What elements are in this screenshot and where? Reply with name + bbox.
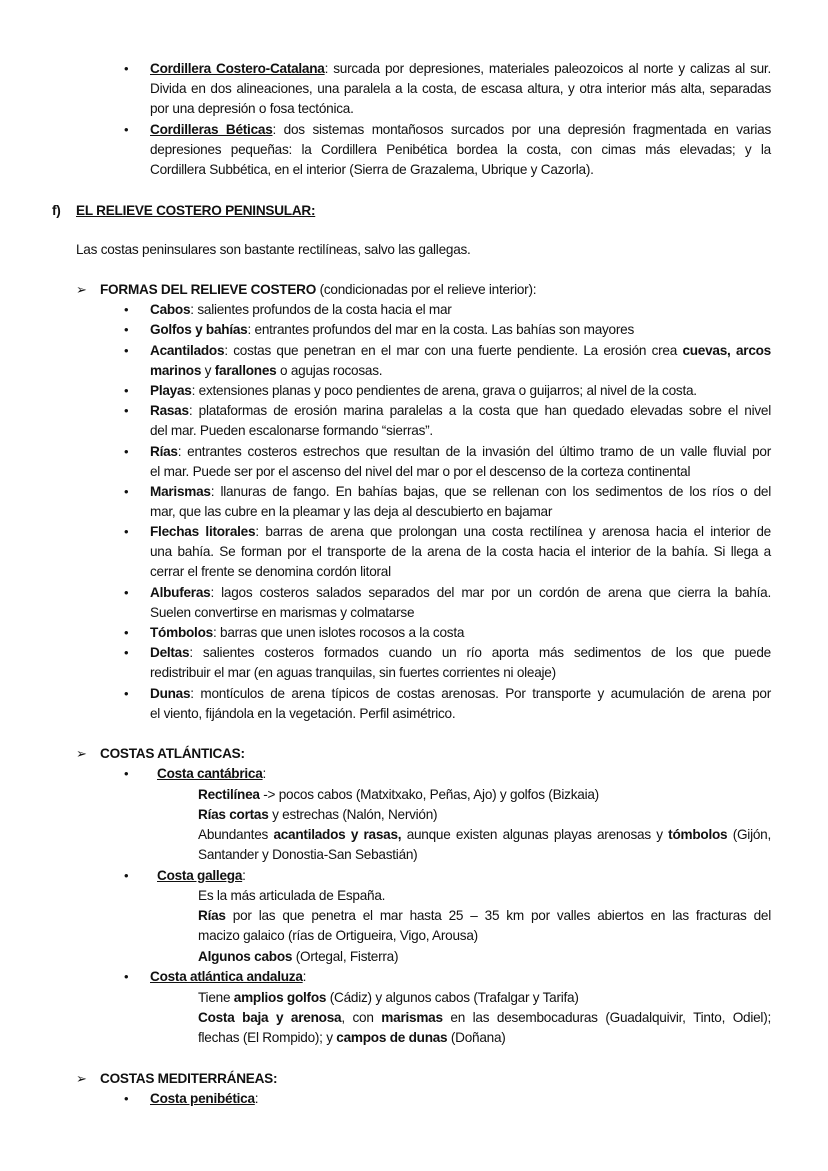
bullet-icon: • <box>124 122 129 137</box>
text-line: macizo galaico (rías de Ortigueira, Vigo, Arousa) <box>198 928 478 943</box>
bullet-icon: • <box>124 61 129 76</box>
arrow-bullet-icon: ➢ <box>76 746 87 761</box>
text: : costas que penetran en el mar con una fuerte pendiente. La erosión crea <box>224 343 683 358</box>
bullet-icon: • <box>124 484 129 499</box>
list-item <box>150 381 697 401</box>
term: Rías <box>150 444 178 459</box>
text: : extensiones planas y poco pendientes de arena, grava o guijarros; al nivel de la costa. <box>191 383 697 398</box>
text-line: el mar. Puede ser por el ascenso del nivel del mar o por el descenso de la corteza continental <box>150 464 691 479</box>
text-line <box>198 906 771 926</box>
colon: : <box>242 868 246 883</box>
text: o agujas rocosas. <box>276 363 383 378</box>
list-item <box>150 482 771 502</box>
term: Dunas <box>150 686 191 701</box>
bullet-icon: • <box>124 625 129 640</box>
text: : surcada por depresiones, materiales paleozoicos al norte y calizas al sur. <box>324 61 771 76</box>
bullet-icon: • <box>124 383 129 398</box>
term: Marismas <box>150 484 211 499</box>
text: y <box>201 363 215 378</box>
text-line <box>150 361 382 381</box>
text: (Ortegal, Fisterra) <box>292 949 399 964</box>
bullet-icon: • <box>124 444 129 459</box>
term: Deltas <box>150 645 190 660</box>
text: : barras que unen islotes rocosos a la costa <box>212 625 465 640</box>
formas-heading <box>100 280 536 300</box>
text: : barras de arena que prolongan una costa rectilínea y arenosa hacia el interior de <box>255 524 771 539</box>
term: Acantilados <box>150 343 225 358</box>
bold-text: acantilados y rasas, <box>273 827 402 842</box>
top-bullet-line <box>150 120 771 140</box>
text-line: cerrar el frente se denomina cordón litoral <box>150 564 391 579</box>
section-intro: Las costas peninsulares son bastante rectilíneas, salvo las gallegas. <box>76 242 471 257</box>
list-item <box>150 623 464 643</box>
text: , con <box>341 1010 382 1025</box>
text: : salientes profundos de la costa hacia el mar <box>190 302 452 317</box>
bold-text: campos de dunas <box>336 1030 448 1045</box>
text: : plataformas de erosión marina paralelas a la costa que han quedado elevadas sobre el nivel <box>188 403 771 418</box>
text: (Gijón, <box>727 827 771 842</box>
list-item <box>150 583 771 603</box>
text-line: Santander y Donostia-San Sebastián) <box>198 847 418 862</box>
subsection-title <box>157 764 266 784</box>
bold-text: farallones <box>214 363 277 378</box>
text-line: Divida en dos alineaciones, una paralela a la costa, de escasa altura, y otra interior más alta, separadas <box>150 81 771 96</box>
text-line <box>198 805 437 825</box>
text-line <box>198 1008 771 1028</box>
bold-text: marinos <box>150 363 202 378</box>
text-line <box>198 825 771 845</box>
text: (Doñana) <box>447 1030 506 1045</box>
list-item <box>150 522 771 542</box>
costa-cantabrica-title: Costa cantábrica <box>157 766 263 781</box>
text: y estrechas (Nalón, Nervión) <box>268 807 438 822</box>
bullet-icon: • <box>124 343 129 358</box>
bullet-icon: • <box>124 645 129 660</box>
costa-atlantica-andaluza-title: Costa atlántica andaluza <box>150 969 303 984</box>
bullet-icon: • <box>124 524 129 539</box>
text-line: del mar. Pueden escalonarse formando “sierras”. <box>150 423 433 438</box>
mediterraneas-heading: COSTAS MEDITERRÁNEAS: <box>100 1071 278 1086</box>
bold-text: Costa baja y arenosa <box>198 1010 342 1025</box>
costa-penibetica-title: Costa penibética <box>150 1091 255 1106</box>
section-marker: f) <box>52 203 61 218</box>
text: aunque existen algunas playas arenosas y <box>401 827 669 842</box>
text-line: por una depresión o fosa tectónica. <box>150 101 354 116</box>
bullet-icon: • <box>124 403 129 418</box>
text: -> pocos cabos (Matxitxako, Peñas, Ajo) y golfos (Bizkaia) <box>259 787 599 802</box>
bold-text: Algunos cabos <box>198 949 293 964</box>
top-bullet-line <box>150 59 771 79</box>
text-line <box>198 1028 506 1048</box>
arrow-bullet-icon: ➢ <box>76 282 87 297</box>
text-line <box>198 947 398 967</box>
term: Cabos <box>150 302 191 317</box>
bold-text: cuevas, arcos <box>682 343 771 358</box>
text: : dos sistemas montañosos surcados por una depresión fragmentada en varias <box>272 122 771 137</box>
heading-bold: FORMAS DEL RELIEVE COSTERO <box>100 282 317 297</box>
text-line: Suelen convertirse en marismas y colmatarse <box>150 605 415 620</box>
bullet-icon: • <box>124 686 129 701</box>
section-title: EL RELIEVE COSTERO PENINSULAR: <box>76 203 316 218</box>
term: Tómbolos <box>150 625 213 640</box>
bold-text: Rectilínea <box>198 787 260 802</box>
text-line: redistribuir el mar (en aguas tranquilas, sin fuertes corrientes ni oleaje) <box>150 665 556 680</box>
list-item <box>150 320 634 340</box>
subsection-title <box>150 1089 258 1109</box>
text-line: Es la más articulada de España. <box>198 888 386 903</box>
text: Abundantes <box>198 827 274 842</box>
list-item <box>150 643 771 663</box>
bullet-icon: • <box>124 585 129 600</box>
colon: : <box>302 969 307 984</box>
bold-text: marismas <box>381 1010 443 1025</box>
bullet-icon: • <box>124 969 129 984</box>
bullet-icon: • <box>124 322 129 337</box>
text: en las desembocaduras (Guadalquivir, Tinto, Odiel); <box>442 1010 772 1025</box>
list-item <box>150 442 771 462</box>
text-line: una bahía. Se forman por el transporte de la arena de la costa hacia el interior de la bahía. Si llega a <box>150 544 771 559</box>
text-line: mar, que las cubre en la pleamar y las deja al descubierto en bajamar <box>150 504 553 519</box>
bullet-icon: • <box>124 766 129 781</box>
bold-text: Rías <box>198 908 226 923</box>
text: : montículos de arena típicos de costas arenosas. Por transporte y acumulación de arena por <box>190 686 771 701</box>
text: (Cádiz) y algunos cabos (Trafalgar y Tarifa) <box>326 990 579 1005</box>
atlanticas-heading: COSTAS ATLÁNTICAS: <box>100 746 245 761</box>
heading-rest: (condicionadas por el relieve interior): <box>316 282 537 297</box>
list-item <box>150 300 452 320</box>
bold-text: amplios golfos <box>233 990 327 1005</box>
text: por las que penetra el mar hasta 25 – 35 km por valles abiertos en las fracturas del <box>225 908 771 923</box>
list-item <box>150 684 771 704</box>
arrow-bullet-icon: ➢ <box>76 1071 87 1086</box>
subsection-title <box>150 967 306 987</box>
text: flechas (El Rompido); y <box>198 1030 337 1045</box>
text-line <box>198 785 599 805</box>
term: Golfos y bahías <box>150 322 248 337</box>
term-cordillera-costero-catalana: Cordillera Costero-Catalana <box>150 61 325 76</box>
text: : entrantes costeros estrechos que resultan de la invasión del último tramo de un valle fluvial por <box>177 444 771 459</box>
text: : entrantes profundos del mar en la costa. Las bahías son mayores <box>247 322 634 337</box>
list-item <box>150 341 771 361</box>
bullet-icon: • <box>124 868 129 883</box>
text: : salientes costeros formados cuando un río aporta más sedimentos de los que puede <box>189 645 771 660</box>
bold-text: Rías cortas <box>198 807 269 822</box>
costa-gallega-title: Costa gallega <box>157 868 243 883</box>
text-line: Cordillera Subbética, en el interior (Sierra de Grazalema, Ubrique y Cazorla). <box>150 162 594 177</box>
text-line: depresiones pequeñas: la Cordillera Penibética bordea la costa, con cimas más elevadas; y la <box>150 142 771 157</box>
text-line: el viento, fijándola en la vegetación. Perfil asimétrico. <box>150 706 456 721</box>
colon: : <box>262 766 267 781</box>
subsection-title <box>157 866 246 886</box>
text: : lagos costeros salados separados del mar por un cordón de arena que cierra la bahía. <box>210 585 771 600</box>
bold-text: tómbolos <box>668 827 728 842</box>
colon: : <box>254 1091 259 1106</box>
bullet-icon: • <box>124 1091 129 1106</box>
term: Playas <box>150 383 192 398</box>
text: : llanuras de fango. En bahías bajas, que se rellenan con los sedimentos de los ríos o del <box>210 484 771 499</box>
text-line <box>198 988 579 1008</box>
bullet-icon: • <box>124 302 129 317</box>
term: Flechas litorales <box>150 524 256 539</box>
term: Rasas <box>150 403 189 418</box>
term-cordilleras-beticas: Cordilleras Béticas <box>150 122 273 137</box>
list-item <box>150 401 771 421</box>
term: Albuferas <box>150 585 211 600</box>
text: Tiene <box>198 990 234 1005</box>
